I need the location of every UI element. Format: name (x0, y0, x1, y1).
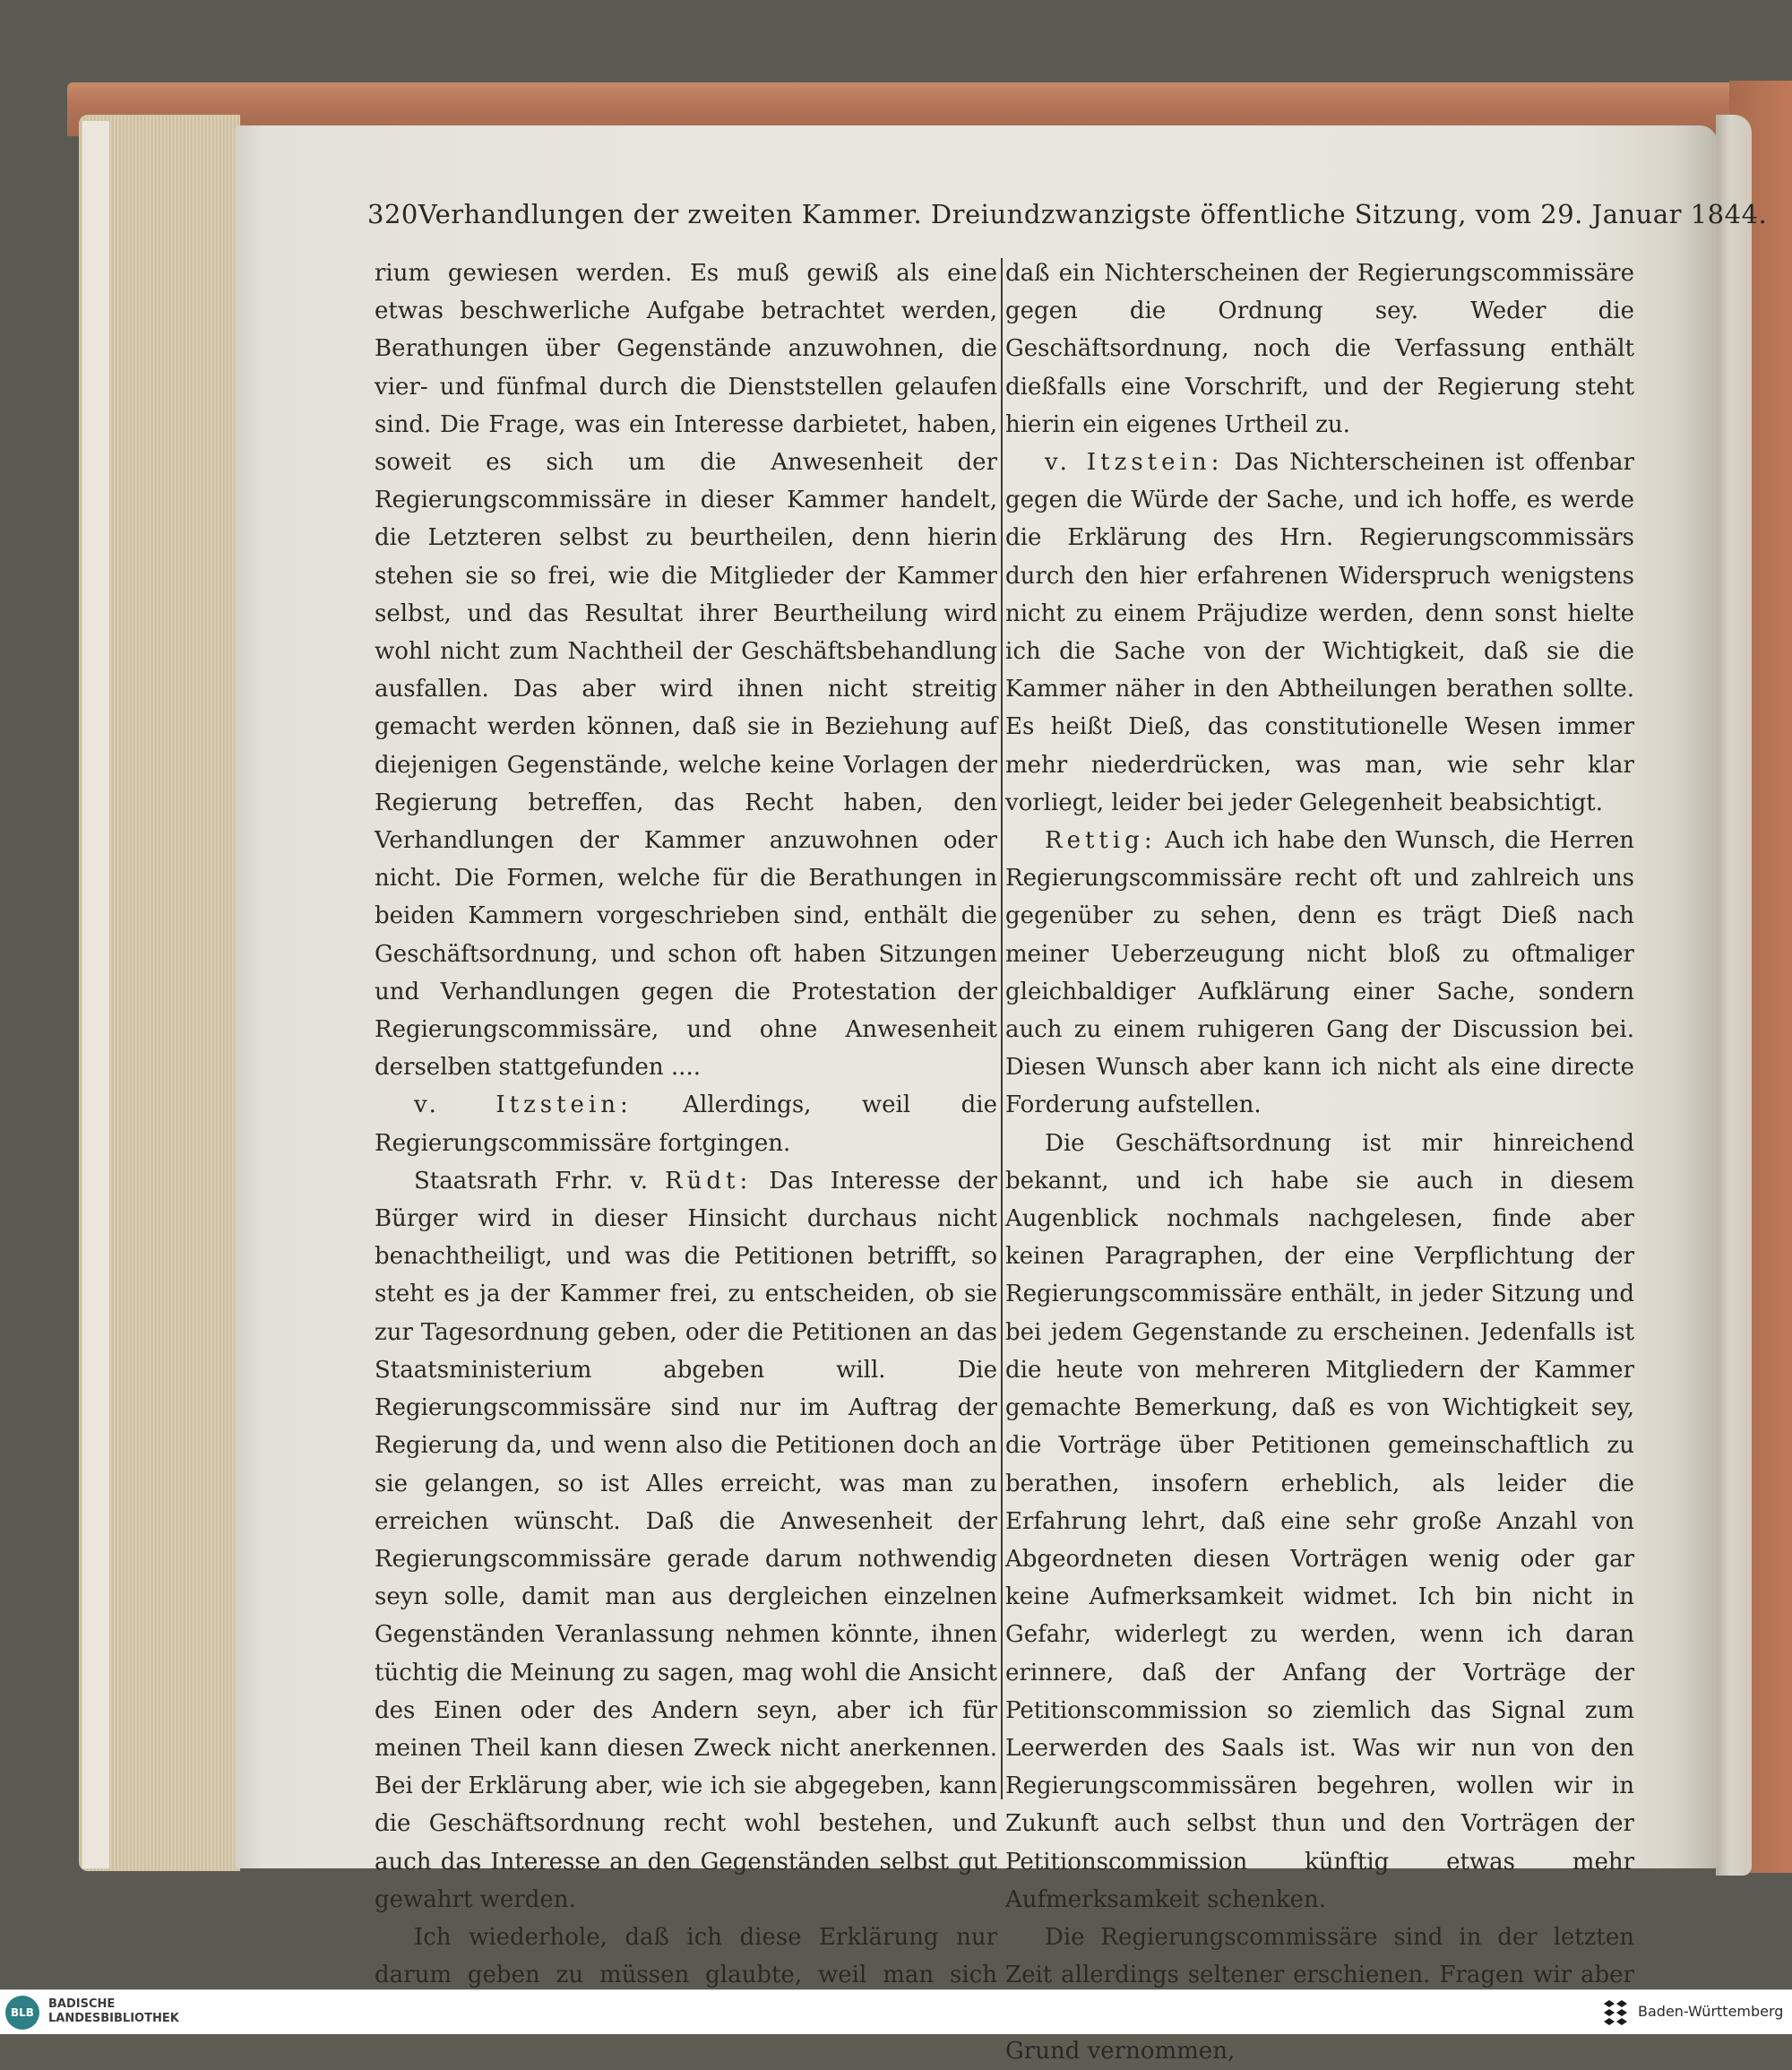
speaker-name: v. Itzstein: (1045, 449, 1224, 477)
running-title: Verhandlungen der zweiten Kammer. Dreiundzwanzigste öffentliche Sitzung, vom 29. Januar 1844. (418, 199, 1768, 229)
left-column (375, 254, 998, 1989)
page-number: 320 (367, 199, 418, 229)
column-divider (1001, 258, 1003, 1799)
viewer-footer (0, 1989, 1792, 2034)
paragraph: Die Regierungscommissäre sind in der letzten Zeit allerdings seltener erschienen. Fragen wir aber Grund vernommen, (1005, 1923, 1634, 2065)
page-fold-right (1716, 115, 1752, 1876)
speaker-name: v. Itzstein: (414, 1091, 633, 1119)
right-column (1005, 254, 1635, 2065)
speaker-name: Rüdt: (665, 1167, 753, 1195)
paragraph: Staatsrath Frhr. v. Rüdt: Das Interesse der Bürger wird in dieser Hinsicht durchaus nicht benachtheiligt, und was die Petitionen betrifft, so steht es ja der Kammer frei, zu entscheiden, ob sie zur Tagesordnung geben, oder die Petitionen an das Staatsministerium abgeben will. Die Regierungscommissäre sind nur im Auftrag der Regierung da, und wenn also die Petitionen doch an sie gelangen, so ist Alles erreicht, was man zu erreichen wünscht. Daß die Anwesenheit der Regierungscommissäre gerade darum nothwendig seyn solle, damit man aus dergleichen einzelnen Gegenständen Veranlassung nehmen könnte, ihnen tüchtig die Meinung zu sagen, mag wohl die Ansicht des Einen oder des Andern seyn, aber ich für meinen Theil kann diesen Zweck nicht anerkennen. Bei der Erklärung aber, wie ich sie abgegeben, kann die Geschäftsordnung recht wohl bestehen, und auch das Interesse an den Gegenständen selbst gut gewahrt werden. (375, 1167, 998, 1913)
running-head (367, 199, 1768, 240)
paragraph: Die Geschäftsordnung ist mir hinreichend bekannt, und ich habe sie auch in diesem Augenblick nochmals nachgelesen, finde aber keinen Paragraphen, der eine Verpflichtung der Regierungscommissäre enthält, in jeder Sitzung und bei jedem Gegenstande zu erscheinen. Jedenfalls ist die heute von mehreren Mitgliedern der Kammer gemachte Bemerkung, daß es von Wichtigkeit sey, die Vorträge über Petitionen gemeinschaftlich zu berathen, insofern erheblich, als leider die Erfahrung lehrt, daß eine sehr große Anzahl von Abgeordneten diesen Vorträgen wenig oder gar keine Aufmerksamkeit widmet. Ich bin nicht in Gefahr, widerlegt zu werden, wenn ich daran erinnere, daß der Anfang der Vorträge der Petitionscommission so ziemlich das Signal zum Leerwerden des Saals ist. Was wir nun von den Regierungscommissären begehren, wollen wir in Zukunft auch selbst thun und den Vorträgen der Petitionscommission künftig etwas mehr Aufmerksamkeit schenken. (1005, 1129, 1634, 1913)
paragraph: Rettig: Auch ich habe den Wunsch, die Herren Regierungscommissäre recht oft und zahlreich uns gegenüber zu sehen, denn es trägt Dieß nach meiner Ueberzeugung nicht bloß zu oftmaliger gleichbaldiger Aufklärung einer Sache, sondern auch zu einem ruhigeren Gang der Discussion bei. Diesen Wunsch aber kann ich nicht als eine directe Forderung aufstellen. (1005, 827, 1635, 1119)
paragraph: Ich wiederhole, daß ich diese Erklärung nur darum geben zu müssen glaubte, weil man sich (375, 1923, 997, 1989)
speaker-title: Staatsrath Frhr. v. (414, 1167, 649, 1195)
library-name[interactable]: BADISCHE LANDESBIBLIOTHEK (48, 1997, 179, 2025)
paragraph: daß ein Nichterscheinen der Regierungscommissäre gegen die Ordnung sey. Weder die Geschäftsordnung, noch die Verfassung enthält dießfalls eine Vorschrift, und der Regierung steht hierin ein eigenes Urtheil zu. (1005, 260, 1634, 438)
speaker-name: Rettig: (1045, 827, 1157, 855)
paragraph: v. Itzstein: Das Nichterscheinen ist offenbar gegen die Würde der Sache, und ich hoffe, es werde die Erklärung des Hrn. Regierungscommissärs durch den hier erfahrenen Widerspruch wenigstens nicht zu einem Präjudize werden, denn sonst hielte ich die Sache von der Wichtigkeit, daß sie die Kammer näher in den Abtheilungen berathen sollte. Es heißt Dieß, das constitutionelle Wesen immer mehr niederdrücken, was man, wie sehr klar vorliegt, leider bei jeder Gelegenheit beabsichtigt. (1005, 449, 1634, 816)
paragraph: v. Itzstein: Allerdings, weil die Regierungscommissäre fortgingen. (375, 1091, 997, 1157)
state-name[interactable]: Baden-Württemberg (1638, 2003, 1784, 2020)
paragraph: rium gewiesen werden. Es muß gewiß als eine etwas beschwerliche Aufgabe betrachtet werden, Berathungen über Gegenstände anzuwohnen, die vier- und fünfmal durch die Dienststellen gelaufen sind. Die Frage, was ein Interesse darbietet, haben, soweit es sich um die Anwesenheit der Regierungscommissäre in dieser Kammer handelt, die Letzteren selbst zu beurtheilen, denn hierin stehen sie so frei, wie die Mitglieder der Kammer selbst, und das Resultat ihrer Beurtheilung wird wohl nicht zum Nachtheil der Geschäftsbehandlung ausfallen. Das aber wird ihnen nicht streitig gemacht werden können, daß sie in Beziehung auf diejenigen Gegenstände, welche keine Vorlagen der Regierung betreffen, das Recht haben, den Verhandlungen der Kammer anzuwohnen oder nicht. Die Formen, welche für die Berathungen in beiden Kammern vorgeschrieben sind, enthält die Geschäftsordnung, und schon oft haben Sitzungen und Verhandlungen gegen die Protestation der Regierungscommissäre, und ohne Anwesenheit derselben stattgefunden .... (375, 260, 997, 1082)
page-stack-edge (82, 121, 109, 1868)
blb-logo-icon[interactable]: BLB (5, 1996, 39, 2030)
baden-wuerttemberg-emblem-icon (1600, 1998, 1631, 2027)
